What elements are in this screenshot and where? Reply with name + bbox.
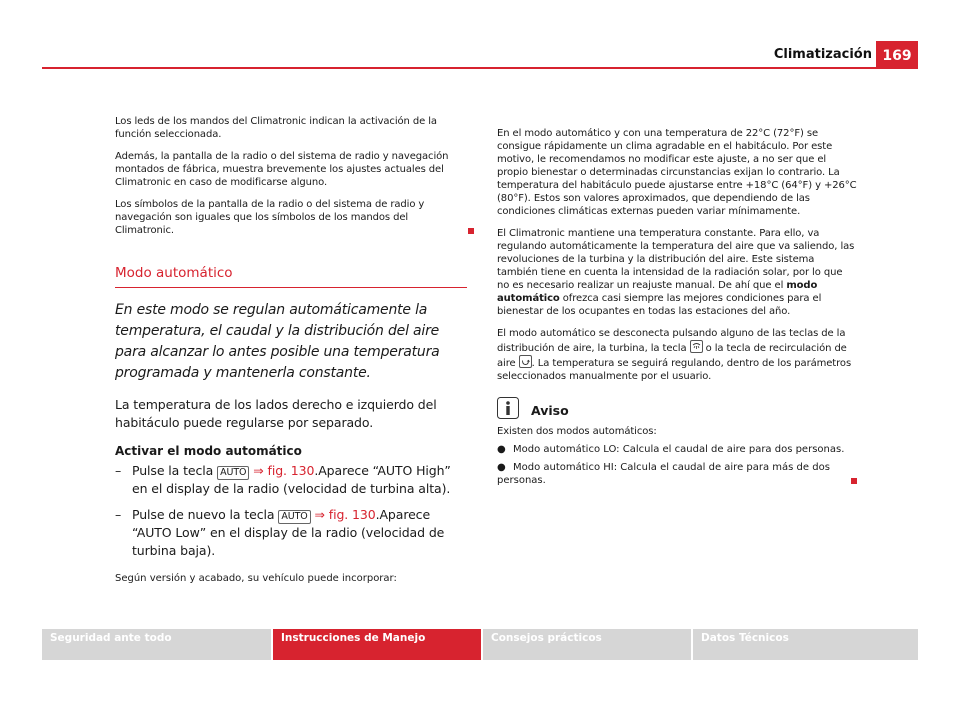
paragraph-constant	[497, 227, 857, 318]
paragraph-display: Además, la pantalla de la radio o del sistema de radio y navegación montados de fábrica, muestra brevemente los ajustes actuales del Climatronic en caso de modificarse alguno.	[115, 151, 449, 188]
paragraph-deactivate-b: o la tecla de recirculación de aire	[497, 343, 847, 369]
section-end-marker	[851, 478, 857, 484]
body-paragraph: La temperatura de los lados derecho e izquierdo del habitáculo puede regularse por separado.	[115, 397, 437, 430]
tab-consejos[interactable]: Consejos prácticos	[483, 629, 691, 660]
step-text-before: Pulse la tecla	[132, 463, 218, 478]
step-text	[132, 506, 467, 560]
figure-link[interactable]: ⇒ fig. 130	[310, 507, 376, 522]
note-title: Aviso	[531, 402, 569, 418]
tab-seguridad[interactable]: Seguridad ante todo	[42, 629, 271, 660]
tab-instrucciones[interactable]: Instrucciones de Manejo	[273, 629, 481, 660]
tab-datos[interactable]: Datos Técnicos	[693, 629, 918, 660]
note-intro: Existen dos modos automáticos:	[497, 426, 657, 437]
recirculation-icon	[519, 355, 532, 368]
step-text-after: .Aparece “AUTO Low” en el display de la radio (velocidad de turbina baja).	[132, 507, 445, 558]
step-item	[115, 506, 467, 560]
step-dash: –	[115, 507, 122, 522]
bold-term: modo automático	[497, 280, 818, 304]
auto-key-label: AUTO	[217, 466, 249, 480]
right-column	[497, 127, 857, 492]
chapter-title: Climatización	[773, 47, 872, 62]
section-title: Modo automático	[115, 265, 233, 281]
page-number: 169	[876, 41, 918, 67]
auto-key-label: AUTO	[278, 510, 310, 524]
list-item	[497, 443, 857, 456]
paragraph-symbols	[115, 198, 467, 237]
step-text-before: Pulse de nuevo la tecla	[132, 507, 279, 522]
note-header	[497, 397, 857, 419]
left-column	[115, 115, 467, 585]
bullet-marker: ●	[497, 462, 506, 473]
header-rule	[42, 67, 918, 69]
step-dash: –	[115, 463, 122, 478]
paragraph-constant-a: El Climatronic mantiene una temperatura constante. Para ello, va regulando automáticamente la temperatura del aire que va saliendo, las revoluciones de la turbina y la distribución del aire. Este sistema también tiene en cuenta la intensidad de la radiación solar, por lo que no es necesario realizar un reajuste manual. De ahí que el	[497, 228, 855, 291]
paragraph-symbols-text: Los símbolos de la pantalla de la radio o del sistema de radio y navegación son iguales que los símbolos de los mandos del Climatronic.	[115, 199, 425, 236]
section-end-marker	[468, 228, 474, 234]
lead-paragraph: En este modo se regulan automáticamente la temperatura, el caudal y la distribución del aire para alcanzar lo antes posible una temperatura programada y mantenerla constante.	[115, 302, 440, 381]
step-text	[132, 462, 467, 498]
info-icon	[497, 397, 519, 419]
paragraph-temperature: En el modo automático y con una temperatura de 22°C (72°F) se consigue rápidamente un clima agradable en el habitáculo. Por este motivo, le recomendamos no modificar este ajuste, a no ser que el propio bienestar o determinadas circunstancias exijan lo contrario. La temperatura del habitáculo puede ajustarse entre +18°C (64°F) y +26°C (80°F). Estos son valores aproximados, que dependiendo de las condiciones climáticas externas pueden variar mínimamente.	[497, 128, 857, 217]
footer-tabs	[42, 629, 918, 660]
paragraph-leds: Los leds de los mandos del Climatronic indican la activación de la función seleccionada.	[115, 116, 437, 140]
section-rule	[115, 287, 467, 288]
bullet-text: Modo automático LO: Calcula el caudal de aire para dos personas.	[513, 444, 845, 455]
paragraph-deactivate-c: . La temperatura se seguirá regulando, dentro de los parámetros seleccionados manualmente por el usuario.	[497, 358, 852, 382]
figure-link[interactable]: ⇒ fig. 130	[249, 463, 315, 478]
bullet-marker: ●	[497, 444, 506, 455]
paragraph-deactivate-a: El modo automático se desconecta pulsando alguno de las teclas de la distribución de aire, la turbina, la tecla	[497, 328, 846, 354]
paragraph-deactivate	[497, 327, 857, 383]
subheading-activate: Activar el modo automático	[115, 444, 302, 458]
paragraph-constant-b: ofrezca casi siempre las mejores condiciones para el bienestar de los ocupantes en todas las estaciones del año.	[497, 293, 822, 317]
list-item	[497, 461, 857, 487]
defrost-icon	[690, 340, 703, 353]
version-note: Según versión y acabado, su vehículo puede incorporar:	[115, 573, 397, 584]
step-item	[115, 462, 467, 498]
bullet-text: Modo automático HI: Calcula el caudal de aire para más de dos personas.	[497, 462, 830, 486]
step-text-after: .Aparece “AUTO High” en el display de la radio (velocidad de turbina alta).	[132, 463, 451, 496]
